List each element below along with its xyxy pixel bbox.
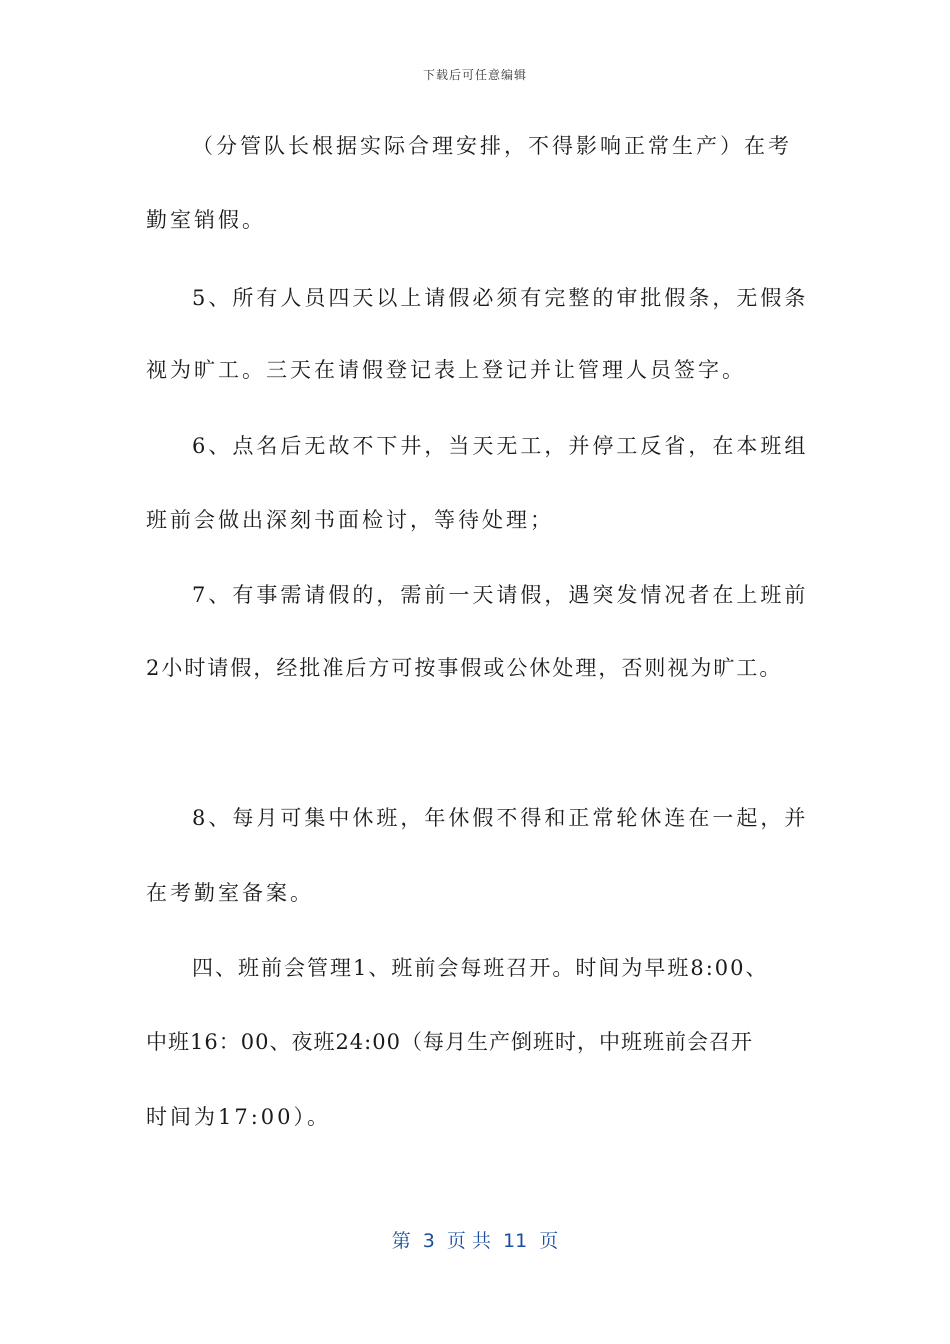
paragraph-line: 2小时请假，经批准后方可按事假或公休处理，否则视为旷工。 [146, 656, 783, 680]
paragraph-line: 5、所有人员四天以上请假必须有完整的审批假条，无假条 [192, 286, 809, 310]
paragraph-line: 7、有事需请假的，需前一天请假，遇突发情况者在上班前 [192, 583, 809, 607]
page-number-footer: 第 3 页 共 11 页 [391, 1230, 559, 1252]
paragraph-line: 8、每月可集中休班，年休假不得和正常轮休连在一起，并 [192, 806, 809, 830]
paragraph-line: 中班16：00、夜班24:00（每月生产倒班时，中班班前会召开 [146, 1030, 753, 1054]
paragraph-line: 6、点名后无故不下井，当天无工，并停工反省，在本班组 [192, 434, 809, 458]
paragraph-line: 视为旷工。三天在请假登记表上登记并让管理人员签字。 [146, 358, 746, 382]
paragraph-line: 班前会做出深刻书面检讨，等待处理； [146, 508, 554, 532]
paragraph-line: 在考勤室备案。 [146, 881, 314, 905]
header-note: 下载后可任意编辑 [422, 68, 527, 82]
paragraph-line: 时间为17:00）。 [146, 1105, 332, 1129]
paragraph-line: 勤室销假。 [146, 208, 266, 232]
paragraph-line: 四、班前会管理1、班前会每班召开。时间为早班8:00、 [192, 956, 769, 980]
paragraph-line: （分管队长根据实际合理安排，不得影响正常生产）在考 [192, 134, 792, 158]
